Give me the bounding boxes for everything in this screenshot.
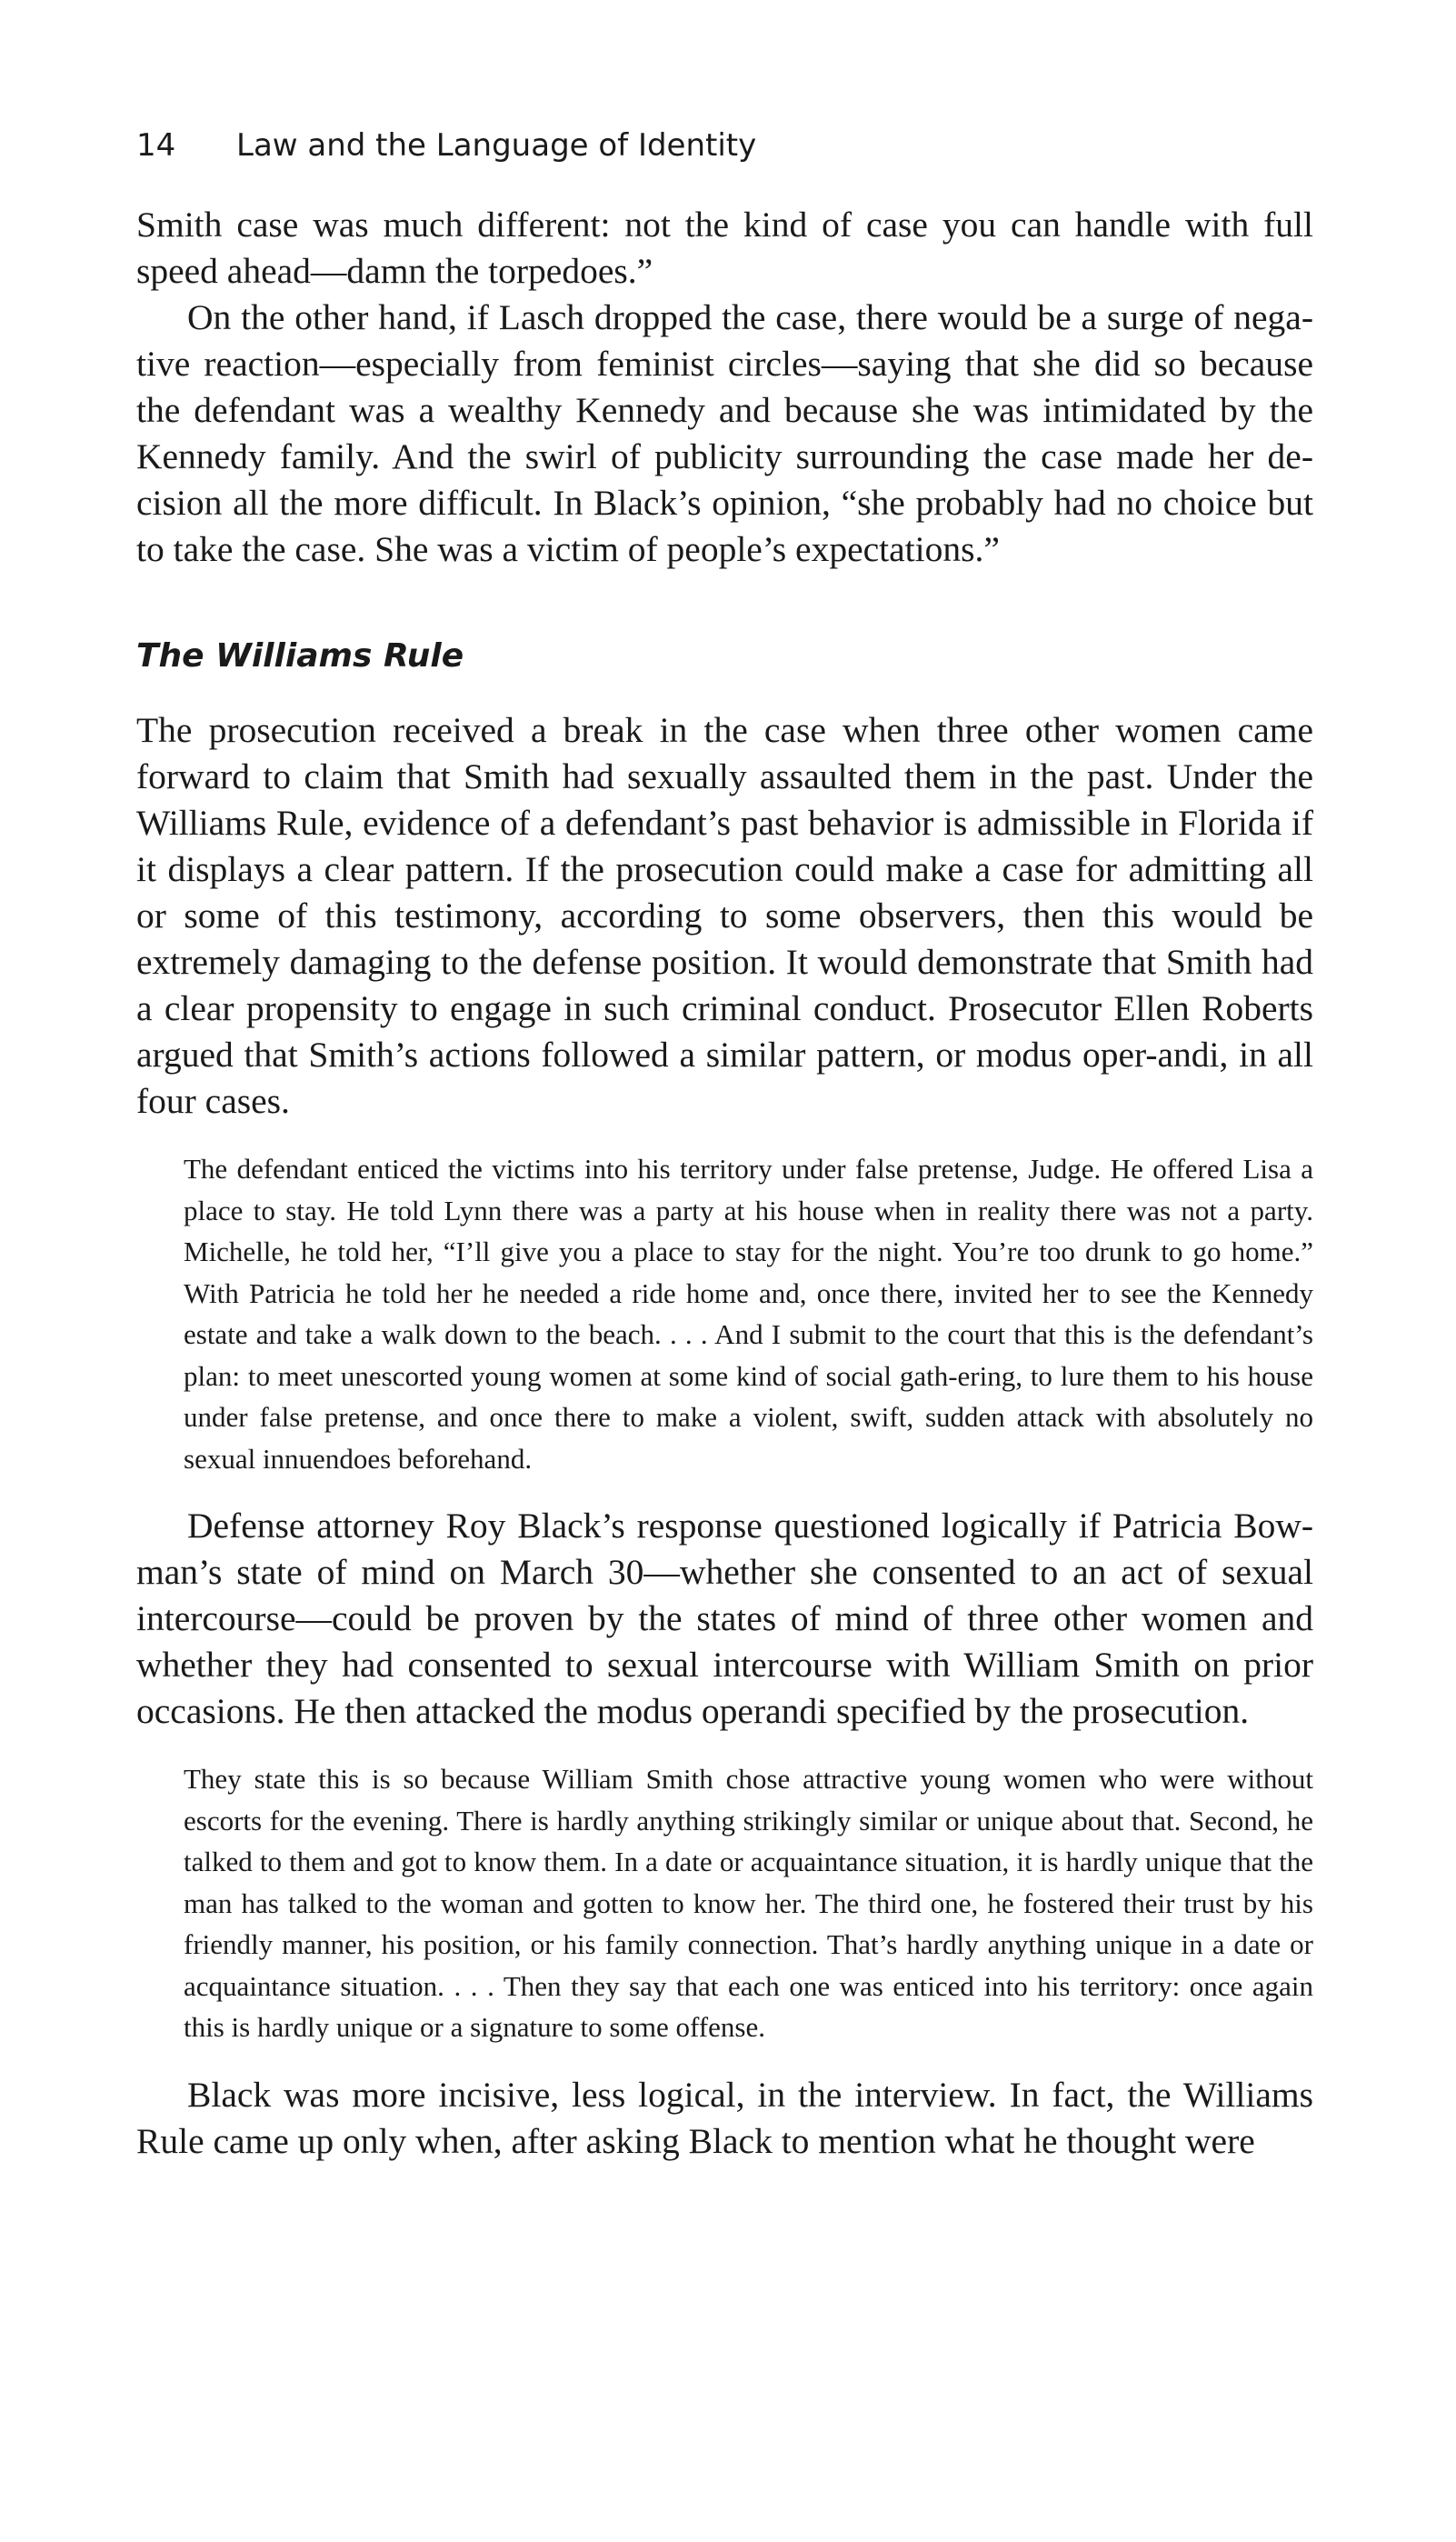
paragraph-continuation: Smith case was much different: not the kind of case you can handle with full speed ahead—damn the torpedoes.”: [136, 205, 1313, 291]
block-quote-defense: They state this is so because William Smith chose attractive young women who were without escorts for the evening. There is hardly anything strikingly similar or unique about that. Second, he talked to them and got to know them. In a date or acquaintance situation, it is hardly unique that the man has talked to the woman and gotten to know her. The third one, he fostered their trust by his friendly manner, his position, or his family connection. That’s hardly anything unique in a date or acquaintance situation. . . . Then they say that each one was enticed into his territory: once again this is hardly unique or a signature to some offense.: [184, 1763, 1313, 2043]
paragraph-interview: Black was more incisive, less logical, in the interview. In fact, the Williams Rule came up only when, after asking Black to mention what he thought were: [136, 2074, 1313, 2161]
running-head-title: Law and the Language of Identity: [236, 127, 757, 164]
page-number: 14: [136, 127, 176, 164]
book-page: [136, 127, 1313, 2165]
section-heading: The Williams Rule: [136, 637, 464, 675]
paragraph-defense-response: Defense attorney Roy Black’s response questioned logically if Patricia Bow-man’s state of mind on March 30—whether she consented to an act of sexual intercourse—could be proven by the states of mind of three other women and whether they had consented to sexual intercourse with William Smith on prior occasions. He then attacked the modus operandi specified by the prosecution.: [136, 1506, 1313, 1731]
block-quote-prosecution: The defendant enticed the victims into his territory under false pretense, Judge. He offered Lisa a place to stay. He told Lynn there was a party at his house when in reality there was not a party. Michelle, he told her, “I’ll give you a place to stay for the night. You’re too drunk to go home.” With Patricia he told her he needed a ride home and, once there, invited her to see the Kennedy estate and take a walk down to the beach. . . . And I submit to the court that this is the defendant’s plan: to meet unescorted young women at some kind of social gath-ering, to lure them to his house under false pretense, and once there to make a violent, swift, sudden attack with absolutely no sexual innuendoes beforehand.: [184, 1153, 1313, 1475]
paragraph-williams-rule: The prosecution received a break in the case when three other women came forward to claim that Smith had sexually assaulted them in the past. Under the Williams Rule, evidence of a defendant’s past behavior is admissible in Florida if it displays a clear pattern. If the prosecution could make a case for admitting all or some of this testimony, according to some observers, then this would be extremely damaging to the defense position. It would demonstrate that Smith had a clear propensity to engage in such criminal conduct. Prosecutor Ellen Roberts argued that Smith’s actions followed a similar pattern, or modus oper-andi, in all four cases.: [136, 710, 1313, 1121]
paragraph-lasch-dilemma: On the other hand, if Lasch dropped the case, there would be a surge of nega-tive reaction—especially from feminist circles—saying that she did so because the defendant was a wealthy Kennedy and because she was intimidated by the Kennedy family. And the swirl of publicity surrounding the case made her de-cision all the more difficult. In Black’s opinion, “she probably had no choice but to take the case. She was a victim of people’s expectations.”: [136, 297, 1313, 569]
running-head: [136, 127, 1313, 164]
